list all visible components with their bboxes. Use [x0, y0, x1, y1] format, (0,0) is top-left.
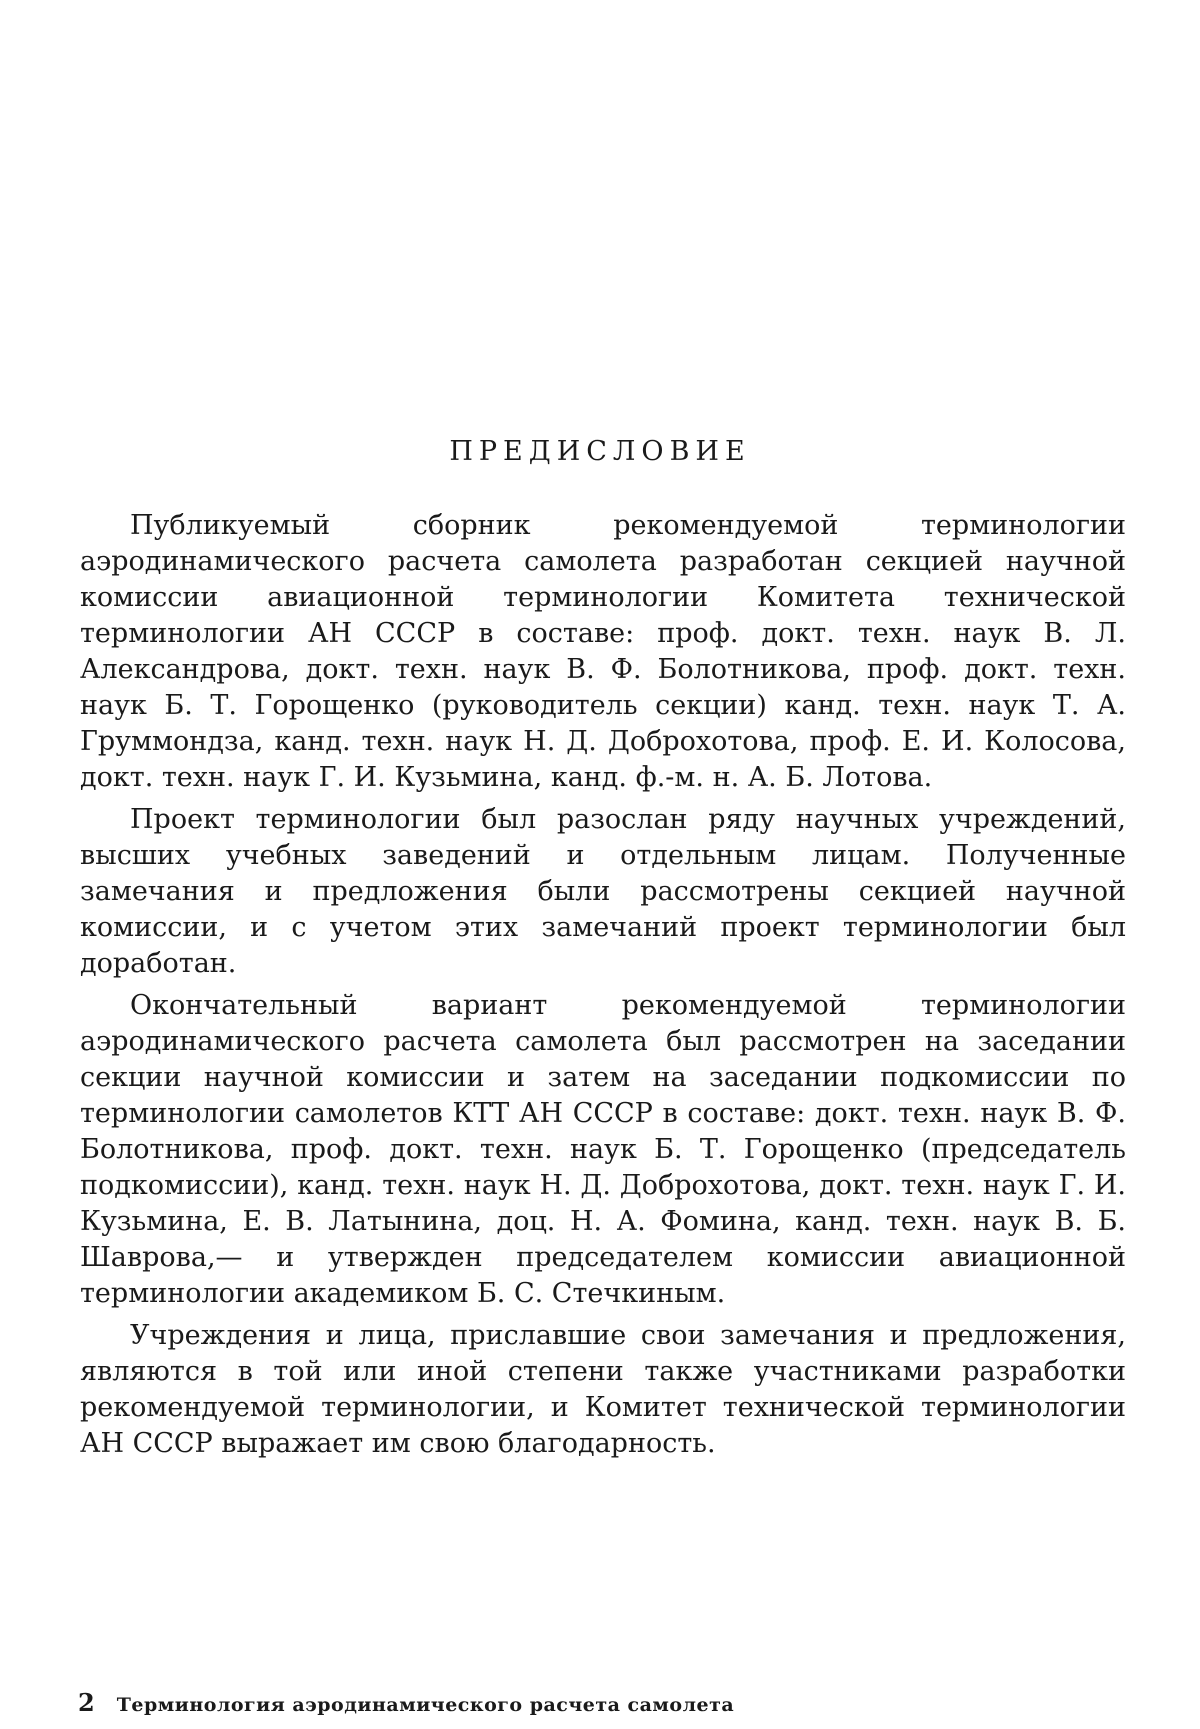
page-title: ПРЕДИСЛОВИЕ	[449, 436, 751, 467]
paragraph-2: Проект терминологии был разослан ряду научных учреждений, высших учебных заведений и отдельным лицам. Полученные замечания и предложения были рассмотрены секцией научной комиссии, и с учетом этих замечаний проект терминологии был доработан.	[80, 804, 1126, 979]
paragraph-4: Учреждения и лица, приславшие свои замечания и предложения, являются в той или иной степени также участниками разработки рекомендуемой терминологии, и Комитет технической терминологии АН СССР выражает им свою благодарность.	[80, 1320, 1126, 1459]
paragraph-3: Окончательный вариант рекомендуемой терминологии аэродинамического расчета самолета был рассмотрен на заседании секции научной комиссии и затем на заседании подкомиссии по терминологии самолетов КТТ АН СССР в составе: докт. техн. наук В. Ф. Болотникова, проф. докт. техн. наук Б. Т. Горощенко (председатель подкомиссии), канд. техн. наук Н. Д. Доброхотова, докт. техн. наук Г. И. Кузьмина, Е. В. Латынина, доц. Н. А. Фомина, канд. техн. наук В. Б. Шаврова,— и утвержден председателем комиссии авиационной терминологии академиком Б. С. Стечкиным.	[80, 990, 1126, 1309]
paragraph-1: Публикуемый сборник рекомендуемой терминологии аэродинамического расчета самолета разработан секцией научной комиссии авиационной терминологии Комитета технической терминологии АН СССР в составе: проф. докт. техн. наук В. Л. Александрова, докт. техн. наук В. Ф. Болотникова, проф. докт. техн. наук Б. Т. Горощенко (руководитель секции) канд. техн. наук Т. А. Груммондза, канд. техн. наук Н. Д. Доброхотова, проф. Е. И. Колосова, докт. техн. наук Г. И. Кузьмина, канд. ф.-м. н. А. Б. Лотова.	[80, 510, 1126, 793]
preface-body	[80, 508, 1126, 1468]
running-title: Терминология аэродинамического расчета самолета	[116, 1694, 735, 1716]
page-footer	[78, 1688, 734, 1717]
page-number: 2	[78, 1688, 95, 1717]
